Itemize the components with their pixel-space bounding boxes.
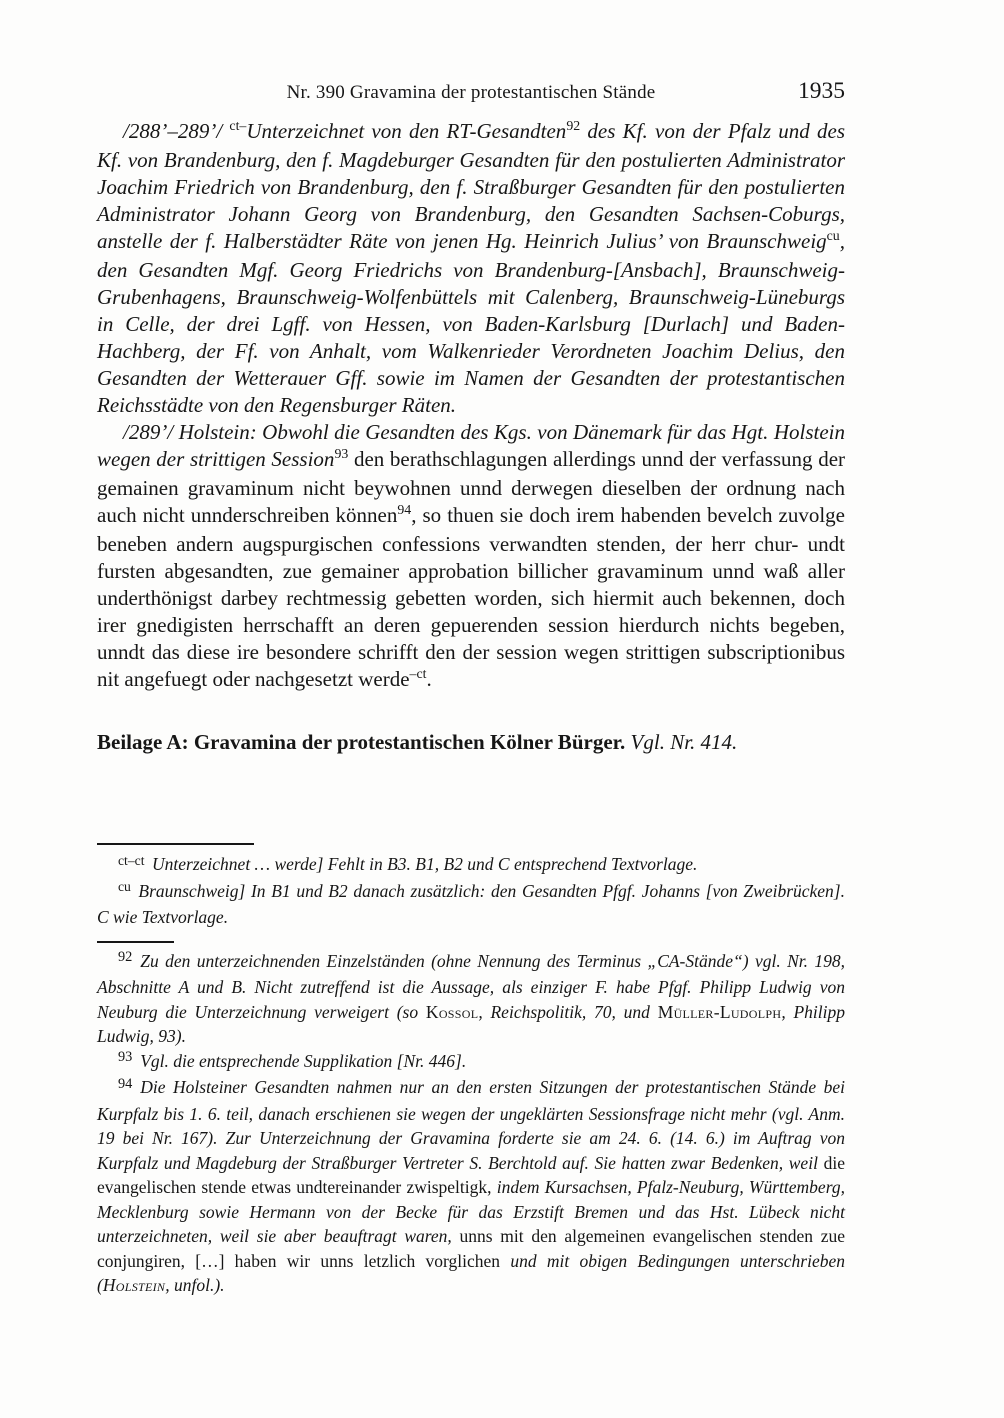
footnote-93 (97, 1049, 845, 1076)
page-number: 1935 (798, 78, 845, 104)
apparatus-note-marker: cu (118, 879, 131, 895)
paragraph-subscription: /288’–289’/ $^{ct-}$Unterzeichnet von den RT-Gesandten$^{92}$ des Kf. von der Pfalz und des Kf. von Brandenburg, den f. Magdeburger Gesandten für den postulierten Administrator Joachim Friedrich von Brandenburg, den f. Straßburger Gesandten für den postulierten Administrator Johann Georg von Brandenburg, den Gesandten Sachsen-Coburgs, anstelle der f. Halberstädter Räte von jenen Hg. Heinrich Julius’ von Braunschweig$^{cu}$, den Gesandten Mgf. Georg Friedrichs von Brandenburg-[Ansbach], Braunschweig-Grubenhagens, Braunschweig-Wolfenbüttels mit Calenberg, Braunschweig-Lüneburgs in Celle, der drei Lgff. von Hessen, von Baden-Karlsburg [Durlach] und Baden-Hachberg, der Ff. von Anhalt, vom Walkenrieder Verordneten Joachim Delius, den Gesandten der Wetterauer Gff. sowie im Namen der Gesandten der protestantischen Reichsstädte von den Regensburger Räten. (97, 118, 846, 417)
apparatus-note-cu (97, 879, 845, 930)
main-text (97, 118, 845, 756)
footnote-marker: 92 (118, 949, 133, 966)
apparatus-separator-rule (97, 843, 254, 845)
paragraph-holstein-declaration: /289’/ Holstein: Obwohl die Gesandten des Kgs. von Dänemark für das Hgt. Holstein wegen der strittigen Session$^{93}$ den berathschlagungen allerdings unnd der verfassung der gemainen gravaminum nicht beywohnen unnd derwegen dieselben der ordnung nach auch nicht unnderschreiben können$^{94}$, so thuen sie doch irem habenden bevelch zuvolge beneben andern augspurgischen confessions verwandten stenden, der herr chur- undt fursten abgesandten, zue gemainer approbation billicher gravaminum unnd waß aller underthönigst darbey rechtmessig gebetten worden, sich hiermit auch bekennen, doch irer gnedigisten herrschafft an deren gepuerenden session hierdurch nichts begeben, unndt das diese ire besondere schrifft den der session wegen strittigen subscriptionibus nit angefuegt oder nachgesetzt werde$^{-ct}$. (97, 420, 846, 691)
footnotes-separator-rule (97, 941, 174, 943)
beilage-reference: Vgl. Nr. 414. (625, 730, 738, 754)
footnote-text: Die Holsteiner Gesandten nahmen nur an den ersten Sitzungen der protestantischen Stände bei Kurpfalz bis 1. 6. teil, danach erschienen sie wegen der ungeklärten Sessionsfrage nicht mehr (vgl. Anm. 19 bei Nr. 167). Zur Unterzeichnung der Gravamina forderte sie am 24. 6. (14. 6.) im Auftrag von Kurpfalz und Magdeburg der Straßburger Vertreter S. Berchtold auf. Sie hatten zwar Bedenken, weil die evangelischen stende etwas undtereinander zwispeltigk, indem Kursachsen, Pfalz-Neuburg, Württemberg, Mecklenburg sowie Hermann von der Becke für das Erzstift Bremen und das Hst. Lübeck nicht unterzeichneten, weil sie aber beauftragt waren, unns mit den algemeinen evangelischen stenden zue conjungiren, […] haben wir unns letzlich vorglichen und mit obigen Bedingungen unterschrieben (Holstein, unfol.). (97, 1077, 846, 1295)
footnote-text: Zu den unterzeichnenden Einzelständen (ohne Nennung des Terminus „CA-Stände“) vgl. Nr. 198, Abschnitte A und B. Nicht zutreffend ist die Aussage, als einziger F. habe Pfgf. Philipp Ludwig von Neuburg die Unterzeichnung verweigert (so Kossol, Reichspolitik, 70, und Müller-Ludolph, Philipp Ludwig, 93). (97, 950, 845, 1046)
page-header (97, 80, 845, 110)
apparatus-note-text: Braunschweig] In B1 und B2 danach zusätzlich: den Gesandten Pfgf. Johanns [von Zweibrücken]. C wie Textvorlage. (97, 880, 845, 927)
footnote-marker: 93 (118, 1049, 133, 1066)
notes-area (97, 843, 845, 1298)
footnote-text: Vgl. die entsprechende Supplikation [Nr. 446]. (140, 1050, 467, 1071)
footnote-92 (97, 949, 845, 1049)
footnote-94 (97, 1075, 845, 1298)
apparatus-note-ct (97, 852, 845, 879)
beilage-title: Beilage A: Gravamina der protestantischen Kölner Bürger. (97, 730, 626, 754)
running-title: Nr. 390 Gravamina der protestantischen Stände (286, 82, 656, 103)
footnote-marker: 94 (118, 1075, 133, 1092)
beilage-heading (97, 729, 845, 756)
apparatus-note-text: Unterzeichnet … werde] Fehlt in B3. B1, B2 und C entsprechend Textvorlage. (152, 854, 698, 874)
apparatus-note-marker: ct–ct (118, 852, 145, 868)
